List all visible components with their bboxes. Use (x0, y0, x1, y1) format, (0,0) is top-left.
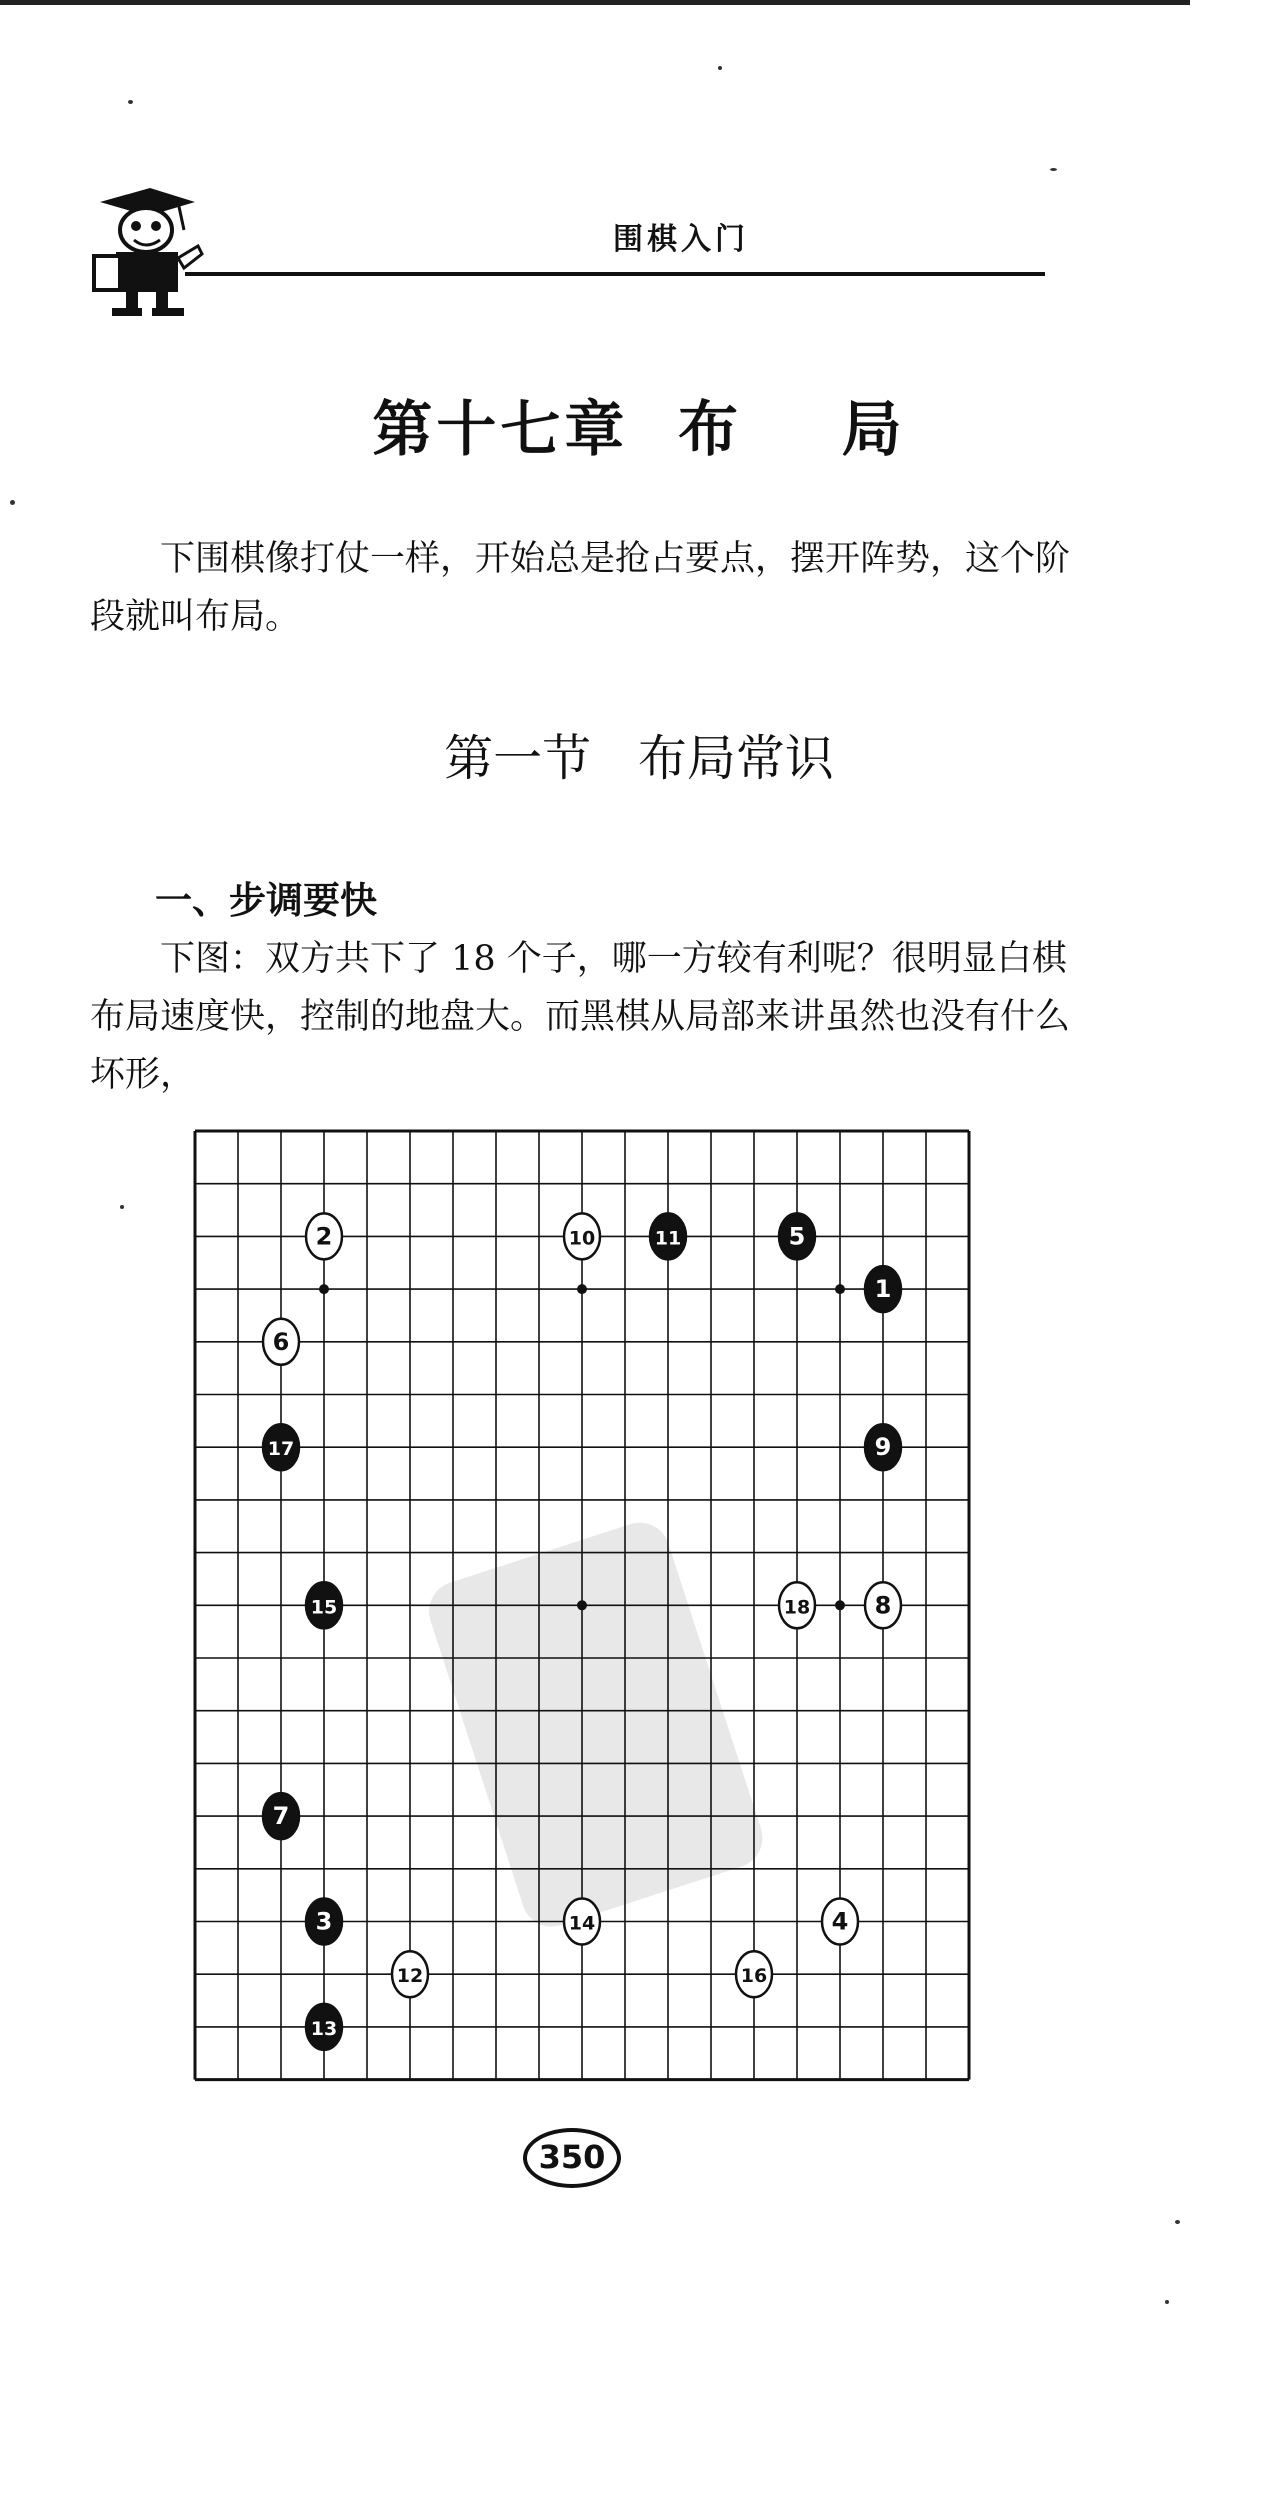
body-paragraph (90, 930, 1090, 1104)
intro-text: 下围棋像打仗一样，开始总是抢占要点，摆开阵势，这个阶段就叫布局。 (90, 539, 1071, 637)
stone-number-label: 3 (315, 1907, 333, 1936)
body-text: 下图：双方共下了 18 个子，哪一方较有利呢？很明显白棋布局速度快，控制的地盘大。而黑棋从局部来讲虽然也没有什么坏形， (90, 939, 1071, 1095)
star-point (577, 1284, 587, 1294)
stone-number-label: 12 (396, 1965, 424, 1988)
top-border-line (0, 0, 1190, 5)
stone-number-label: 4 (831, 1907, 849, 1936)
stone-number-label: 7 (272, 1802, 290, 1831)
stone-number-label: 9 (874, 1433, 892, 1462)
stone-number-label: 18 (783, 1596, 811, 1619)
section-title: 第一节 布局常识 (444, 730, 834, 787)
stone-number-label: 14 (568, 1912, 596, 1935)
star-point (835, 1284, 845, 1294)
stone-number-label: 16 (740, 1965, 768, 1988)
star-point (577, 1600, 587, 1610)
chapter-title: 第十七章 布 局 (372, 395, 906, 465)
stone-number-label: 5 (788, 1222, 806, 1251)
stone-number-label: 10 (568, 1227, 596, 1250)
stone-number-label: 13 (310, 2017, 338, 2040)
go-board-diagram (190, 1120, 980, 2090)
stone-number-label: 15 (310, 1596, 338, 1619)
stone-number-label: 8 (874, 1591, 892, 1620)
stone-number-label: 17 (267, 1438, 295, 1461)
stone-number-label: 11 (654, 1227, 682, 1250)
intro-paragraph (90, 530, 1090, 646)
stone-number-label: 6 (272, 1327, 290, 1356)
stone-number-label: 2 (315, 1222, 333, 1251)
running-header-title: 围棋入门 (613, 222, 749, 257)
header-rule (185, 272, 1045, 276)
watermark-seal (421, 1515, 770, 1935)
stone-number-label: 1 (874, 1275, 892, 1304)
star-point (319, 1284, 329, 1294)
page-number: 350 (523, 2128, 621, 2188)
star-point (835, 1600, 845, 1610)
subsection-title: 一、步调要快 (155, 879, 377, 922)
